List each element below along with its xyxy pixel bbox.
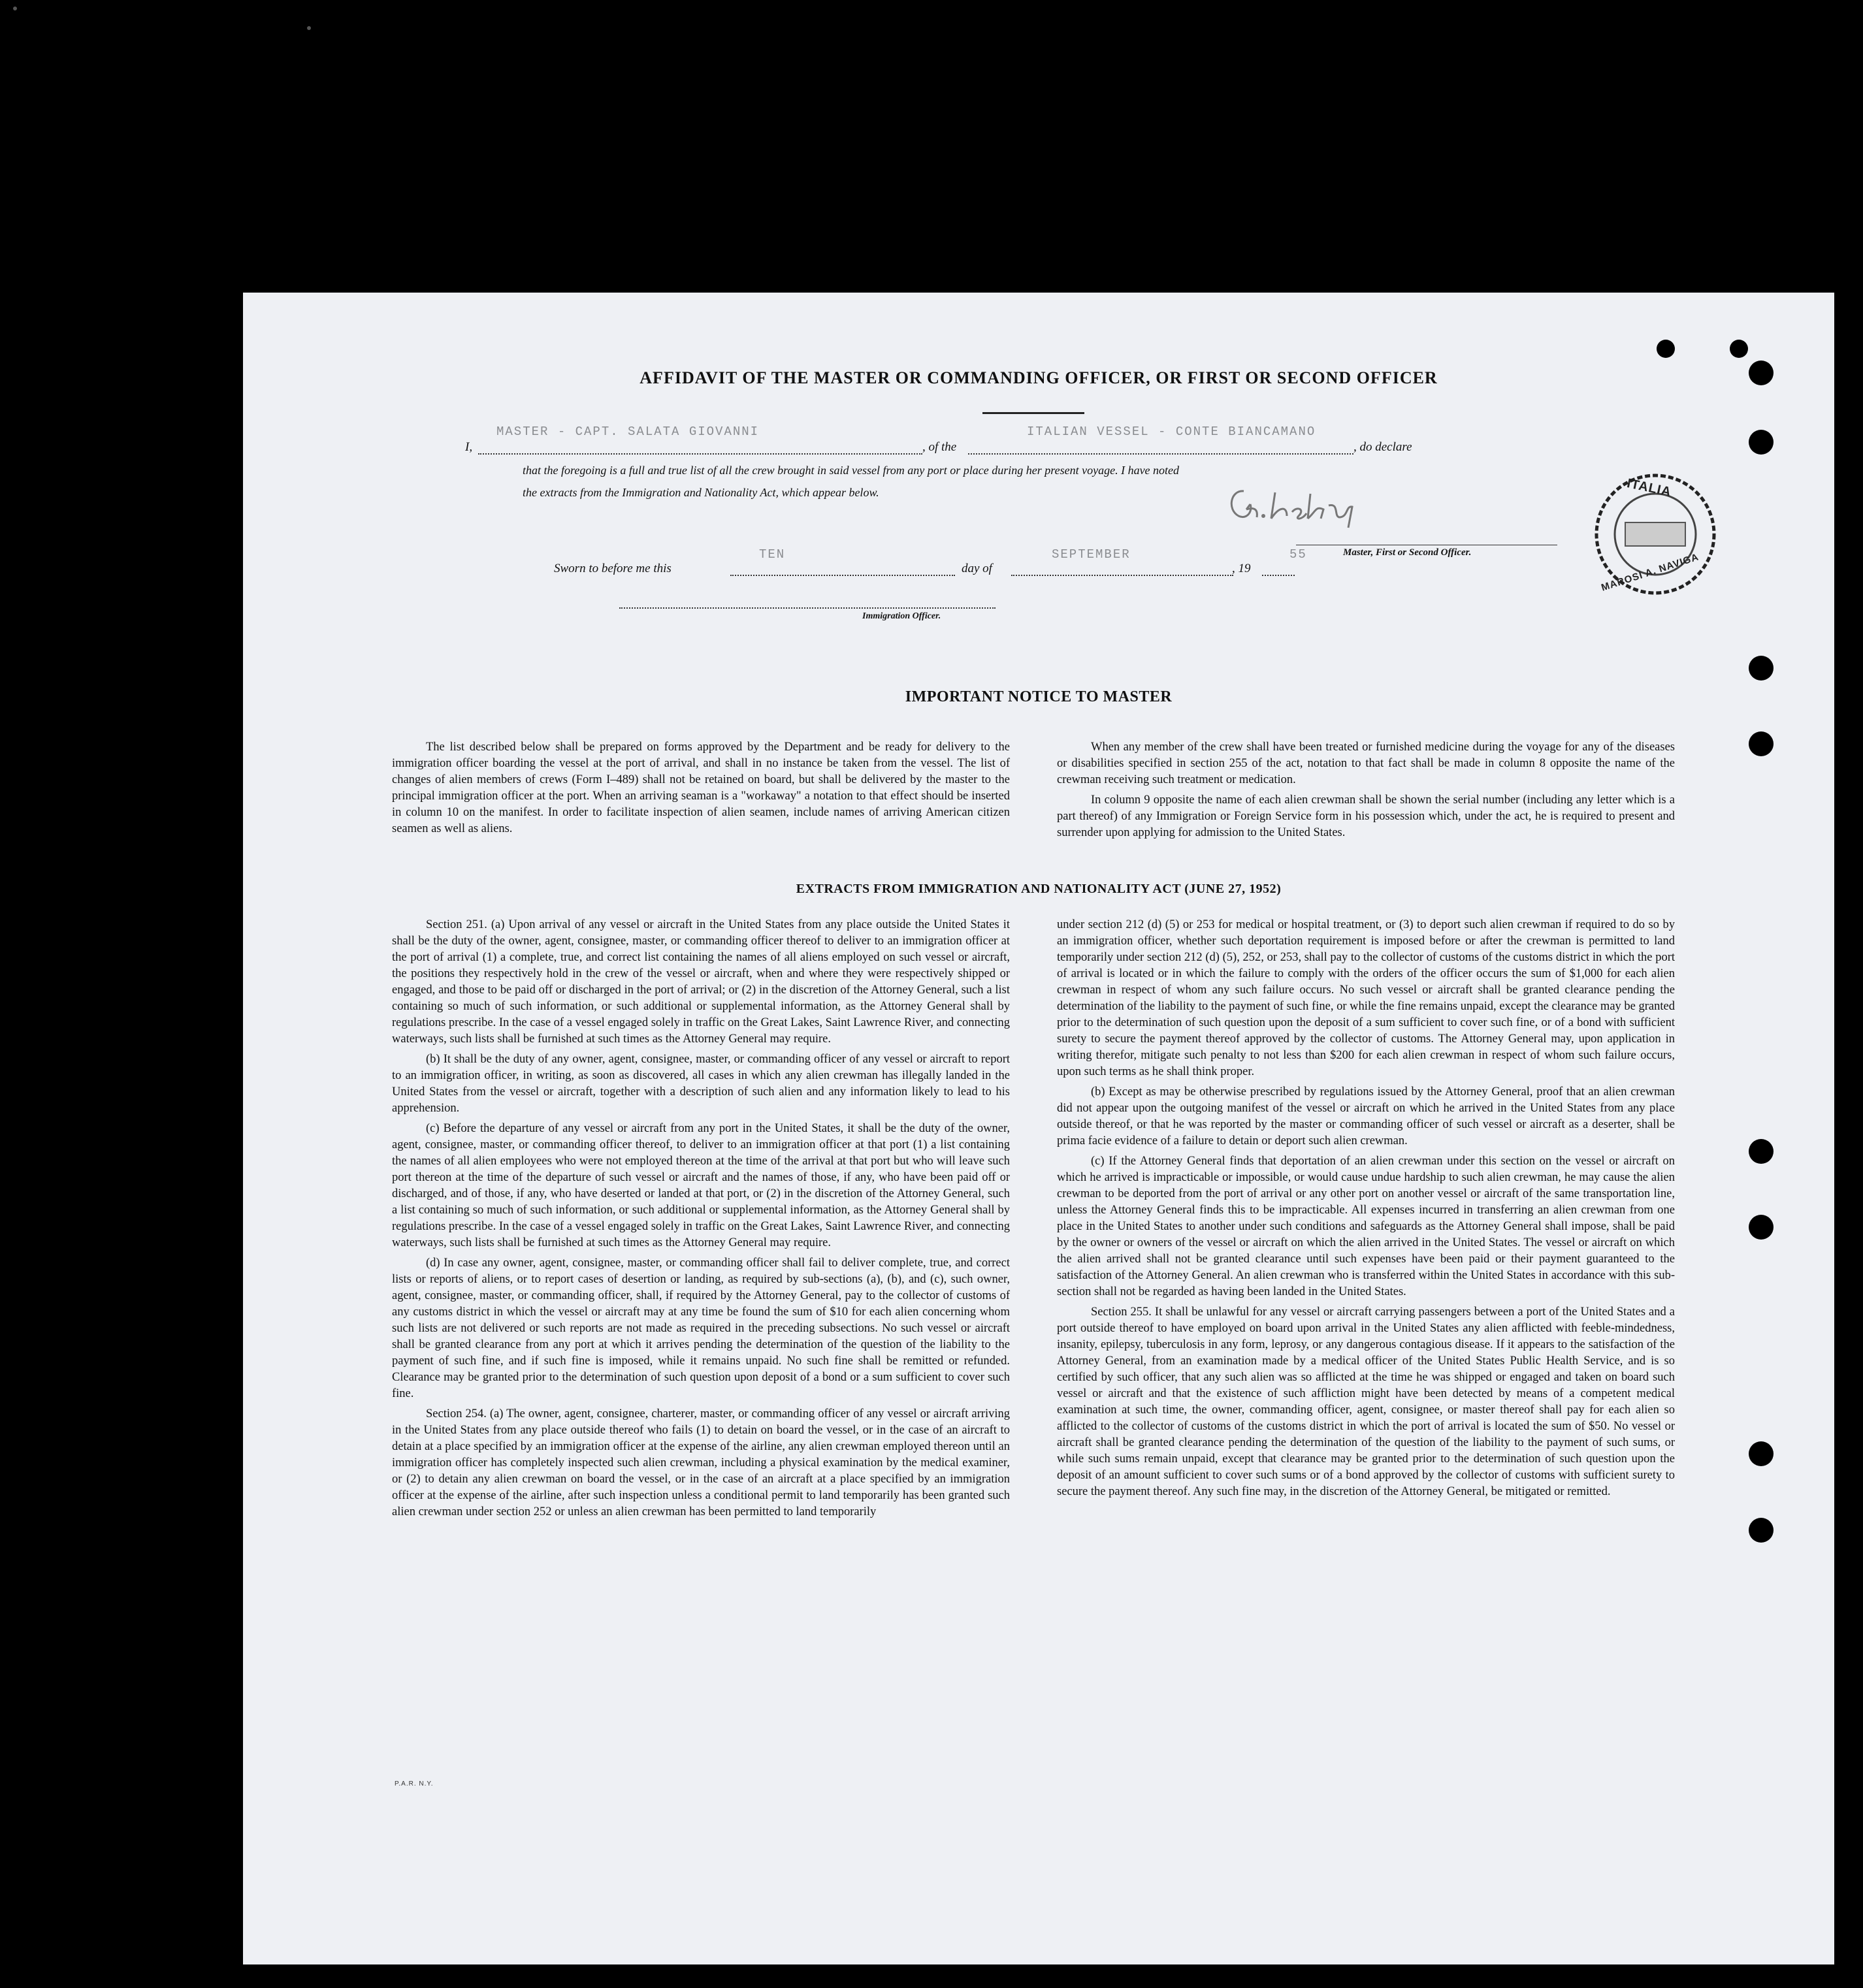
immigration-officer-line <box>619 607 996 609</box>
typed-month: SEPTEMBER <box>1052 547 1131 562</box>
notice-right-paragraph-2: In column 9 opposite the name of each alien crewman shall be shown the serial number (including any letter which is a part thereof) of any Immigration or Foreign Service form in his possession which, under the act, he is required to present and surrender upon applying for admission to the United States. <box>1057 794 1675 839</box>
section-254a-continued: under section 212 (d) (5) or 253 for medical or hospital treatment, or (3) to deport such alien crewman if required to do so by an immigration officer, whether such deportation requirement is imposed before or after the crewman is permitted to land temporarily under section 212 (d) (5), 252, or 253, shall pay to the collector of customs of the customs district in which the port of arrival is located or in which the failure to comply with the orders of the officer occurs the sum of $1,000 for each alien crewman in respect of whom any such failure occurs. No such vessel or aircraft shall be granted clearance pending the determination of the liability to the payment of such fine, or while the fine remains unpaid, except the clearance may be granted prior to the determination of such question upon the deposit of a sum sufficient to cover such fine, or of a bond with sufficient surety to secure the payment thereof approved by the collector of customs. The Attorney General may, upon application in writing therefor, mitigate such penalty to not less than $200 for each alien crewman in respect of whom such failure occurs, upon such terms as he shall think proper. <box>1057 918 1675 1078</box>
extracts-title: EXTRACTS FROM IMMIGRATION AND NATIONALITY ACT (JUNE 27, 1952) <box>796 882 1282 896</box>
officer-caption: Master, First or Second Officer. <box>1343 547 1472 558</box>
master-signature <box>1224 483 1374 529</box>
of-the-label: , of the <box>922 440 957 454</box>
punch-hole <box>1749 1215 1774 1240</box>
declaration-prefix: I, <box>465 440 473 454</box>
section-251a: Section 251. (a) Upon arrival of any vessel or aircraft in the United States from any place outside the United States it shall be the duty of the owner, agent, consignee, master, or commanding officer thereof to deliver to an immigration officer at the port of arrival (1) a complete, true, and correct list containing the names of all aliens employed on such vessel or aircraft, the positions they respectively hold in the crew of the vessel or aircraft, when and where they were respectively shipped or engaged, and those to be paid off or discharged in the port of arrival; or (2) in the discretion of the Attorney General, such a list containing so much of such information, or such additional or supplemental information, as the Attorney General shall by regulations prescribe. In the case of a vessel engaged solely in traffic on the Great Lakes, Saint Lawrence River, and connecting waterways, such lists shall be furnished at such times as the Attorney General may require. <box>392 918 1010 1046</box>
punch-hole <box>1730 340 1748 358</box>
film-speck <box>13 7 17 10</box>
section-251b: (b) It shall be the duty of any owner, agent, consignee, master, or commanding officer of any vessel or aircraft to report to an immigration officer, in writing, as soon as discovered, all cases in which any alien crewman has illegally landed in the United States from the vessel or aircraft, together with a description of such alien and any information likely to lead to his apprehension. <box>392 1053 1010 1115</box>
punch-hole <box>1749 1441 1774 1466</box>
extracts-right-column <box>1057 917 1675 1500</box>
section-254a: Section 254. (a) The owner, agent, consignee, charterer, master, or commanding officer of any vessel or aircraft arriving in the United States from any place outside thereof who fails (1) to detain on board the vessel, or in the case of an aircraft to detain at a place specified by an immigration officer at the expense of the airline, any alien crewman employed thereon until an immigration officer has completely inspected such alien crewman, including a physical examination by the medical examiner, or (2) to detain any alien crewman on board the vessel, or in the case of an aircraft at a place specified by an immigration officer at the expense of the airline, after such inspection unless a conditional permit to land temporarily has been granted such alien crewman under section 252 or unless an alien crewman has been permitted to land temporarily <box>392 1407 1010 1518</box>
year-prefix: , 19 <box>1232 562 1251 575</box>
notice-right-paragraph-1: When any member of the crew shall have been treated or furnished medicine during the voyage for any of the diseases or disabilities specified in section 255 of the act, notation to that fact shall be made in column 8 opposite the name of the crewman receiving such treatment or medication. <box>1057 741 1675 786</box>
vessel-name-line <box>968 453 1353 455</box>
declaration-text-line1: that the foregoing is a full and true list of all the crew brought in said vessel from any port or place during her present voyage. I have noted <box>523 464 1180 477</box>
day-of-label: day of <box>962 562 992 575</box>
notice-title: IMPORTANT NOTICE TO MASTER <box>905 688 1173 705</box>
title-divider <box>982 412 1084 414</box>
section-251d: (d) In case any owner, agent, consignee, master, or commanding officer shall fail to deliver complete, true, and correct lists or reports of aliens, or to report cases of desertion or landing, as required by sub-sections (a), (b), and (c), such owner, agent, consignee, master, or commanding officer, shall, if required by the Attorney General, pay to the collector of customs of any customs district in which the vessel or aircraft may at any time be found the sum of $10 for each alien concerning whom such lists are not delivered or such reports are not made as required in the preceding subsections. No such vessel or aircraft shall be granted clearance from any port at which it arrives pending the determination of the question of the liability to the payment of such fine, and if such fine is imposed, while it remains unpaid. No such fine shall be remitted or refunded. Clearance may be granted prior to the determination of such question upon deposit of a bond or a sum sufficient to cover such fine. <box>392 1257 1010 1400</box>
master-name-line <box>478 453 922 455</box>
notice-right-column <box>1057 739 1675 841</box>
declaration-text-line2: the extracts from the Immigration and Nationality Act, which appear below. <box>523 486 879 499</box>
section-251c: (c) Before the departure of any vessel or aircraft from any port in the United States, it shall be the duty of the owner, agent, consignee, master, or commanding officer thereof, to deliver to an immigration officer at that port (1) a list containing the names of all alien employees who were not employed thereon at the time of the arrival at that port but who will leave such port thereon at the time of the departure of such vessel or aircraft and the names of those, if any, who have been paid off or discharged, and of those, if any, who have deserted or landed at that port, or (2) in the discretion of the Attorney General, such a list containing so much of such information, or such additional or supplemental information, as the Attorney General shall by regulations prescribe. In the case of a vessel engaged solely in traffic on the Great Lakes, Saint Lawrence River, and connecting waterways, such lists shall be furnished at such times as the Attorney General may require. <box>392 1122 1010 1249</box>
punch-hole <box>1749 1139 1774 1164</box>
affidavit-page <box>243 293 1834 1964</box>
punch-hole <box>1749 430 1774 455</box>
printer-mark: P.A.R. N.Y. <box>395 1780 434 1788</box>
section-254c: (c) If the Attorney General finds that deportation of an alien crewman under this section on the vessel or aircraft on which he arrived is impracticable or impossible, or would cause undue hardship to such alien crewman, he may cause the alien crewman to be deported from the port of arrival or any other port on another vessel or aircraft of the same transportation line, unless the Attorney General finds this to be impracticable. All expenses incurred in transferring an alien crewman from one place in the United States to another under such conditions and safeguards as the Attorney General shall impose, shall be paid by the owner or owners of the vessel or aircraft on which the alien arrived in the United States. The vessel or aircraft on which the alien arrived shall not be granted clearance until such expenses have been paid or their payment guaranteed to the satisfaction of the Attorney General. An alien crewman who is transferred within the United States in accordance with this sub-section shall not be regarded as having been landed in the United States. <box>1057 1155 1675 1298</box>
notice-left-column <box>392 739 1010 837</box>
typed-master-name: MASTER - CAPT. SALATA GIOVANNI <box>496 425 760 439</box>
month-line <box>1011 575 1233 576</box>
typed-day: TEN <box>759 547 786 562</box>
film-speck <box>307 26 311 30</box>
typed-vessel-name: ITALIAN VESSEL - CONTE BIANCAMANO <box>1027 425 1316 439</box>
notice-left-paragraph: The list described below shall be prepared on forms approved by the Department and be ready for delivery to the immigration officer boarding the vessel at the port of arrival, and shall in no instance be taken from the vessel. The list of changes of alien members of crews (Form I–489) shall not be retained on board, but shall be delivered by the master to the principal immigration officer at the port. When an arriving seaman is a "workaway" a notation to that effect should be inserted in column 10 on the manifest. In order to facilitate inspection of alien seamen, include names of arriving American citizen seamen as well as aliens. <box>392 741 1010 835</box>
stamp-text-bottom: MAROSI A. NAVIGA <box>1600 551 1700 594</box>
extracts-left-column <box>392 917 1010 1520</box>
affidavit-title: AFFIDAVIT OF THE MASTER OR COMMANDING OFFICER, OR FIRST OR SECOND OFFICER <box>640 368 1438 387</box>
stamp-text-top: ITALIA <box>1625 476 1673 500</box>
year-line <box>1262 575 1295 576</box>
day-line <box>730 575 955 576</box>
section-255: Section 255. It shall be unlawful for any vessel or aircraft carrying passengers between a port of the United States and a port outside thereof to have employed on board upon arrival in the United States any alien afflicted with feeble-mindedness, insanity, epilepsy, tuberculosis in any form, leprosy, or any dangerous contagious disease. If it appears to the satisfaction of the Attorney General, from an examination made by a medical officer of the United States Public Health Service, and is so certified by such officer, that any such alien was so afflicted at the time he was shipped or engaged and taken on board such vessel or aircraft and that the existence of such affliction might have been detected by means of a competent medical examination at such time, the owner, commanding officer, agent, consignee, or master thereof shall pay for each alien so afflicted to the collector of customs of the customs district in which the port of arrival is located the sum of $50. No vessel or aircraft shall be granted clearance pending the determination of the question of the liability to the payment of such sums, or while such sums remain unpaid, except that clearance may be granted prior to the determination of such question upon the deposit of an amount sufficient to cover such sums or of a bond approved by the collector of customs with sufficient surety to secure the payment thereof. Any such fine may, in the discretion of the Attorney General, be mitigated or remitted. <box>1057 1306 1675 1498</box>
do-declare-label: , do declare <box>1353 440 1412 454</box>
punch-hole <box>1657 340 1675 358</box>
section-254b: (b) Except as may be otherwise prescribed by regulations issued by the Attorney General, proof that an alien crewman did not appear upon the outgoing manifest of the vessel or aircraft on which he arrived in the United States from any place outside thereof, or that he was reported by the master or commanding officer of such vessel or aircraft as a deserter, shall be prima facie evidence of a failure to detain or deport such alien crewman. <box>1057 1085 1675 1147</box>
typed-year: 55 <box>1289 547 1307 562</box>
punch-hole <box>1749 731 1774 756</box>
sworn-prefix: Sworn to before me this <box>554 562 672 575</box>
punch-hole <box>1749 1518 1774 1543</box>
immigration-officer-caption: Immigration Officer. <box>862 611 941 621</box>
punch-hole <box>1749 656 1774 681</box>
